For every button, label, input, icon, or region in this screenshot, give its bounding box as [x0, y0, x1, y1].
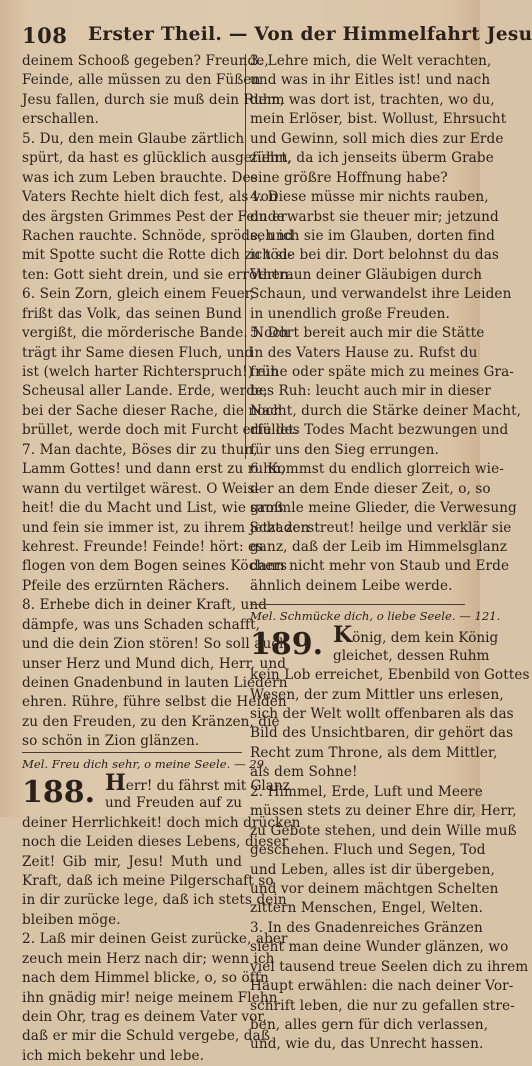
text-line: 7. Man dachte, Böses dir zu thun, [22, 441, 258, 458]
text-line: schrift leben, die nur zu gefallen stre- [250, 997, 515, 1014]
hymn-188-opening [22, 769, 290, 814]
text-line: 6. Sein Zorn, gleich einem Feuer, [22, 286, 255, 303]
text-line: und Leben, alles ist dir übergeben, [250, 861, 495, 878]
text-line: wann du vertilget wärest. O Weis- [22, 480, 260, 497]
hymn-188-melody: Mel. Freu dich sehr, o meine Seele. — 29. [22, 752, 242, 775]
text-line: ziehn, da ich jenseits überm Grabe [250, 150, 494, 167]
text-line: Jesu fallen, durch sie muß dein Ruhm [22, 91, 285, 108]
text-line: frißt das Volk, das seinen Bund [22, 305, 242, 322]
text-line: Schaun, und verwandelst ihre Leiden [250, 286, 512, 303]
text-line: des ärgsten Grimmes Pest der Feinde [22, 208, 285, 225]
text-line: zeuch mein Herz nach dir; wenn ich [22, 950, 275, 967]
text-line: 2. Himmel, Erde, Luft und Meere [250, 783, 483, 800]
text-line: sieht man deine Wunder glänzen, wo [250, 939, 509, 956]
text-line: spürt, da hast es glücklich ausgeführt, [22, 150, 292, 167]
hymn-189-number: 189. [250, 627, 324, 663]
text-line: so schön in Zion glänzen. [22, 733, 200, 750]
text-line: Vaters Rechte hielt dich fest, als von [22, 189, 278, 206]
text-line: dann nicht mehr von Staub und Erde [250, 558, 510, 575]
text-line: 2. Laß mir deinen Geist zurücke, aber [22, 931, 288, 948]
text-line: Kraft, daß ich meine Pilgerschaft so [22, 872, 274, 889]
text-line: kehrest. Freunde! Feinde! hört: es [22, 538, 264, 555]
text-line: bei der Sache dieser Rache, die noch [22, 402, 283, 419]
text-line: ist (welch harter Richterspruch!) ein [22, 364, 280, 380]
text-line: ganz, daß der Leib im Himmelsglanz [250, 538, 507, 555]
hymn-189-opening [250, 622, 499, 666]
text-line: Lamm Gottes! und dann erst zu ruhn, [22, 461, 286, 478]
text-line: 5. Du, den mein Glaube zärtlich [22, 130, 245, 147]
text-line: Vertraun deiner Gläubigen durch [250, 266, 483, 283]
hymn-188-number: 188. [22, 774, 96, 810]
text-line: 3. In des Gnadenreiches Gränzen [250, 919, 483, 936]
hymn-189-body [250, 666, 530, 1055]
text-line: ich mich bekehr und lebe. [22, 1047, 205, 1064]
text-line: als dem Sohne! [250, 764, 358, 781]
text-line: mit Spotte sucht die Rotte dich zu töd- [22, 247, 293, 264]
text-line: ähnlich deinem Leibe werde. [250, 577, 453, 594]
text-line: Rachen rauchte. Schnöde, spröde, und [22, 227, 294, 244]
text-line: mein Erlöser, bist. Wollust, Ehrsucht [250, 111, 507, 128]
text-line: 3. Lehre mich, die Welt verachten, [250, 53, 492, 69]
text-line: trägt ihr Same diesen Fluch, und [22, 344, 254, 361]
text-line: der an dem Ende dieser Zeit, o, so [250, 480, 491, 497]
text-line: sich der Welt wollt offenbaren als das [250, 706, 514, 723]
text-line: seh ich sie im Glauben, dorten find [250, 227, 495, 244]
text-line: brüllet, werde doch mit Furcht erfüllet. [22, 422, 299, 439]
text-line: und, wie du, das Unrecht hassen. [250, 1036, 484, 1053]
text-line: deinem Schooß gegeben? Freunde, [22, 53, 269, 69]
text-line: deinen Gnadenbund in lauten Liedern [22, 675, 288, 691]
text-line: Feinde, alle müssen zu den Füßen [22, 72, 261, 89]
hymn-188-first-line [105, 769, 290, 796]
text-line: zu den Freuden, zu den Kränzen, die [22, 713, 280, 730]
text-line: in dir zurücke lege, daß ich stets dein [22, 892, 287, 909]
text-line: kein Lob erreichet, Ebenbild von Gottes [250, 667, 530, 684]
text-line: in unendlich große Freuden. [250, 305, 450, 322]
hymn-189-first-line [333, 622, 499, 649]
text-line: deiner Herrlichkeit! doch mich drücken [22, 814, 301, 831]
text-line: unser Herz und Mund dich, Herr, und [22, 655, 287, 672]
hymn-188-line1-text: err! du fährst mit Glanz [125, 777, 290, 794]
hymn-189-melody: Mel. Schmücke dich, o liebe Seele. — 121. [250, 604, 465, 627]
text-line: müssen stets zu deiner Ehre dir, Herr, [250, 803, 517, 820]
text-line: heit! die du Macht und List, wie groß [22, 500, 284, 517]
text-line: für uns den Sieg errungen. [250, 441, 439, 458]
text-line: erschallen. [22, 111, 99, 128]
text-line: Pfeile des erzürnten Rächers. [22, 577, 230, 594]
text-line: bes Ruh: leucht auch mir in dieser [250, 383, 492, 400]
page-header [22, 18, 532, 50]
text-line: Recht zum Throne, als dem Mittler, [250, 744, 498, 761]
text-line: noch die Leiden dieses Lebens, dieser [22, 834, 289, 851]
text-line: Wesen, der zum Mittler uns erlesen, [250, 686, 504, 703]
text-line: und fein sie immer ist, zu ihrem Schaden [22, 519, 310, 536]
text-line: ten: Gott sieht drein, und sie erröthen. [22, 266, 294, 283]
text-line: ehren. Rühre, führe selbst die Heiden [22, 694, 287, 711]
text-line: Nacht, durch die Stärke deiner Macht, [250, 402, 522, 419]
text-line: geschehen. Fluch und Segen, Tod [250, 842, 486, 859]
hymn-188-dropcap: H [105, 769, 126, 796]
text-line: du erwarbst sie theuer mir; jetzund [250, 208, 499, 225]
text-line: nach dem Himmel blicke, o, so öffn [22, 970, 269, 987]
text-line: Zeit! Gib mir, Jesu! Muth und [22, 853, 242, 870]
text-line: bleiben möge. [22, 911, 121, 928]
text-line: und was in ihr Eitles ist! und nach [250, 72, 491, 89]
running-head: Erster Theil. — Von der Himmelfahrt Jesu [88, 24, 532, 45]
text-line: in des Vaters Hause zu. Rufst du [250, 344, 478, 361]
text-line: 5. Dort bereit auch mir die Stätte [250, 325, 485, 342]
page-number: 108 [22, 23, 68, 48]
text-line: sammle meine Glieder, die Verwesung [250, 500, 517, 517]
text-line: 8. Erhebe dich in deiner Kraft, und [22, 597, 268, 614]
text-line: frühe oder späte mich zu meines Gra- [250, 364, 514, 380]
text-line: die des Todes Macht bezwungen und [250, 422, 509, 439]
text-line: dein Ohr, trag es deinem Vater vor, [22, 1009, 267, 1026]
text-line: eine größre Hoffnung habe? [250, 169, 448, 186]
hymn-189-second-line: gleichet, dessen Ruhm [333, 647, 490, 664]
text-line: ben, alles gern für dich verlassen, [250, 1017, 489, 1034]
text-line: flogen von dem Bogen seines Köchers [22, 558, 288, 575]
text-line: dämpfe, was uns Schaden schafft, [22, 616, 261, 633]
text-line: zittern Menschen, Engel, Welten. [250, 900, 484, 917]
text-line: daß er mir die Schuld vergebe, daß [22, 1028, 270, 1045]
text-line: zu Gebote stehen, und dein Wille muß [250, 822, 517, 839]
hymn-189-line1-text: önig, dem kein König [352, 630, 499, 647]
right-column [250, 52, 530, 1055]
text-line: und Gewinn, soll mich dies zur Erde [250, 130, 504, 147]
text-line: dem, was dort ist, trachten, wo du, [250, 91, 495, 108]
hymn-188-body [22, 814, 301, 1066]
hymn-188-continuation [250, 52, 522, 596]
text-line: ihn gnädig mir! neige meinem Flehn [22, 989, 278, 1006]
text-line: was ich zum Leben brauchte. Des [22, 169, 258, 186]
text-line: ich sie bei dir. Dort belohnst du das [250, 247, 500, 264]
text-line: Scheusal aller Lande. Erde, werde, [22, 383, 268, 400]
text-line: viel tausend treue Seelen dich zu ihrem [250, 958, 529, 975]
hymn-189-dropcap: K [333, 622, 353, 649]
text-line: jetzt zerstreut! heilge und verklär sie [250, 519, 512, 536]
text-line: Haupt erwählen: die nach deiner Vor- [250, 978, 514, 995]
text-line: 4. Diese müsse mir nichts rauben, [250, 189, 489, 206]
hymn-188-second-line: und Freuden auf zu [105, 795, 242, 812]
text-line: vergißt, die mörderische Bande. Noch [22, 325, 290, 342]
text-line: und vor deinem mächtgen Schelten [250, 880, 499, 897]
text-line: Bild des Unsichtbaren, dir gehört das [250, 725, 514, 742]
text-line: 6. Kommst du endlich glorreich wie- [250, 461, 504, 478]
text-line: und die dein Zion stören! So soll auch [22, 636, 288, 653]
